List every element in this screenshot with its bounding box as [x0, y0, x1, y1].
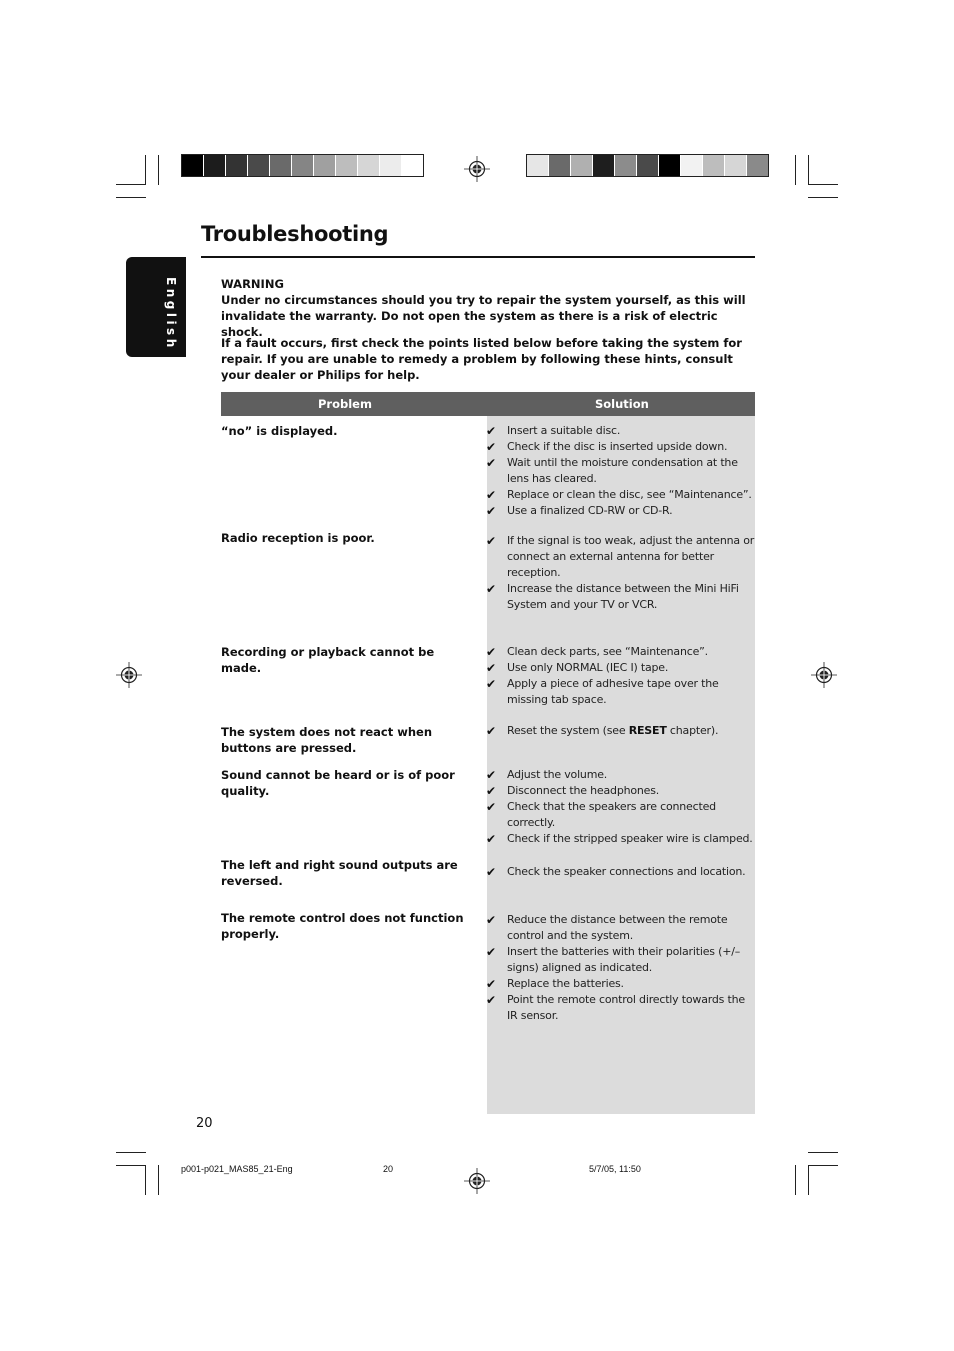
checkmark-icon: ✔ [486, 488, 496, 502]
solution-item [486, 676, 758, 708]
registration-mark-icon [811, 662, 837, 688]
checkmark-icon: ✔ [486, 424, 496, 438]
solution-text: Insert a suitable disc. [507, 424, 621, 437]
color-patch [204, 155, 226, 176]
solution-list [486, 723, 758, 739]
solution-text: Point the remote control directly towards the IR sensor. [507, 993, 745, 1022]
problem-cell: Recording or playback cannot be made. [221, 645, 435, 675]
problem-cell: The left and right sound outputs are reversed. [221, 858, 458, 888]
warning-text: Under no circumstances should you try to repair the system yourself, as this will invalidate the warranty. Do not open the system as there is a risk of electric shock. [221, 293, 746, 339]
solution-list [486, 864, 758, 880]
solution-text: Check the speaker connections and location. [507, 865, 746, 878]
color-patch [747, 155, 768, 176]
crop-mark [808, 1152, 838, 1153]
color-patch [380, 155, 402, 176]
solution-item [486, 533, 758, 581]
color-patch [336, 155, 358, 176]
checkmark-icon: ✔ [486, 582, 496, 596]
solution-text: Check that the speakers are connected correctly. [507, 800, 716, 829]
problem-cell: The system does not react when buttons are pressed. [221, 725, 433, 755]
crop-mark [808, 197, 838, 198]
crop-mark [145, 155, 146, 185]
solution-text: Reduce the distance between the remote control and the system. [507, 913, 728, 942]
footer-file-name: p001-p021_MAS85_21-Eng [181, 1164, 293, 1174]
footer-page: 20 [383, 1164, 394, 1174]
checkmark-icon: ✔ [486, 677, 496, 691]
footer-date: 5/7/05, 11:50 [589, 1164, 641, 1174]
solution-list [486, 644, 758, 708]
color-patch [358, 155, 380, 176]
color-calibration-bar-right [526, 154, 769, 177]
color-calibration-bar-left [181, 154, 424, 177]
color-patch [593, 155, 615, 176]
solution-item [486, 799, 758, 831]
color-patch [703, 155, 725, 176]
checkmark-icon: ✔ [486, 913, 496, 927]
column-header-solution: Solution [595, 397, 649, 411]
solution-list [486, 912, 758, 1024]
column-header-problem: Problem [318, 397, 372, 411]
crop-mark [795, 155, 796, 185]
solution-text: Check if the disc is inserted upside down. [507, 440, 728, 453]
checkmark-icon: ✔ [486, 993, 496, 1007]
color-patch [292, 155, 314, 176]
crop-mark [116, 1165, 146, 1166]
color-patch [549, 155, 571, 176]
crop-mark [116, 197, 146, 198]
solution-text: Adjust the volume. [507, 768, 608, 781]
solution-text: If the signal is too weak, adjust the antenna or connect an external antenna for better reception. [507, 534, 755, 579]
checkmark-icon: ✔ [486, 800, 496, 814]
color-patch [681, 155, 703, 176]
solution-item [486, 944, 758, 976]
solution-item [486, 503, 758, 519]
crop-mark [116, 184, 146, 185]
color-patch [182, 155, 204, 176]
crop-mark [808, 1165, 838, 1166]
registration-mark-icon [116, 662, 142, 688]
checkmark-icon: ✔ [486, 724, 496, 738]
checkmark-icon: ✔ [486, 768, 496, 782]
color-patch [637, 155, 659, 176]
color-patch [571, 155, 593, 176]
crop-mark [795, 1165, 796, 1195]
solution-item [486, 439, 758, 455]
solution-text: Reset the system (see [507, 724, 629, 737]
solution-text: Replace or clean the disc, see “Maintenance”. [507, 488, 752, 501]
crop-mark [158, 1165, 159, 1195]
solution-item [486, 581, 758, 613]
checkmark-icon: ✔ [486, 784, 496, 798]
solution-item [486, 992, 758, 1024]
crop-mark [145, 1165, 146, 1195]
solution-text: chapter). [666, 724, 719, 737]
crop-mark [808, 184, 838, 185]
checkmark-icon: ✔ [486, 865, 496, 879]
solution-item [486, 487, 758, 503]
warning-heading: WARNING [221, 277, 284, 291]
page-title: Troubleshooting [201, 222, 389, 246]
color-patch [615, 155, 637, 176]
problem-cell: Sound cannot be heard or is of poor quality. [221, 768, 455, 798]
solution-list [486, 767, 758, 847]
solution-list [486, 533, 758, 613]
color-patch [527, 155, 549, 176]
registration-mark-icon [464, 1168, 490, 1194]
checkmark-icon: ✔ [486, 456, 496, 470]
solution-text: Insert the batteries with their polarities (+/– signs) aligned as indicated. [507, 945, 741, 974]
crop-mark [158, 155, 159, 185]
solution-item [486, 644, 758, 660]
color-patch [270, 155, 292, 176]
title-rule [201, 256, 755, 258]
page-number: 20 [196, 1116, 213, 1131]
language-tab-label: English [164, 277, 178, 351]
solution-text: Replace the batteries. [507, 977, 624, 990]
solution-item [486, 723, 758, 739]
checkmark-icon: ✔ [486, 645, 496, 659]
checkmark-icon: ✔ [486, 504, 496, 518]
crop-mark [808, 155, 809, 185]
solution-text: Use only NORMAL (IEC I) tape. [507, 661, 669, 674]
table-header [221, 392, 755, 416]
solution-item [486, 831, 758, 847]
color-patch [402, 155, 423, 176]
solution-keyword: RESET [628, 724, 667, 737]
color-patch [226, 155, 248, 176]
checkmark-icon: ✔ [486, 945, 496, 959]
color-patch [659, 155, 681, 176]
checkmark-icon: ✔ [486, 534, 496, 548]
language-tab [126, 257, 186, 357]
checkmark-icon: ✔ [486, 440, 496, 454]
solution-list [486, 423, 758, 519]
solution-text: Use a finalized CD-RW or CD-R. [507, 504, 673, 517]
problem-cell: Radio reception is poor. [221, 531, 375, 545]
intro-text: If a fault occurs, first check the points listed below before taking the system for repair. If you are unable to remedy a problem by following these hints, consult your dealer or Philips for help. [221, 336, 742, 382]
checkmark-icon: ✔ [486, 832, 496, 846]
solution-text: Disconnect the headphones. [507, 784, 660, 797]
solution-item [486, 767, 758, 783]
color-patch [314, 155, 336, 176]
problem-cell: “no” is displayed. [221, 424, 338, 438]
solution-text: Clean deck parts, see “Maintenance”. [507, 645, 708, 658]
solution-text: Wait until the moisture condensation at the lens has cleared. [507, 456, 738, 485]
crop-mark [116, 1152, 146, 1153]
solution-text: Apply a piece of adhesive tape over the missing tab space. [507, 677, 719, 706]
solution-item [486, 423, 758, 439]
solution-item [486, 912, 758, 944]
crop-mark [808, 1165, 809, 1195]
checkmark-icon: ✔ [486, 661, 496, 675]
solution-item [486, 976, 758, 992]
solution-item [486, 864, 758, 880]
solution-text: Increase the distance between the Mini HiFi System and your TV or VCR. [507, 582, 739, 611]
registration-mark-icon [464, 156, 490, 182]
color-patch [248, 155, 270, 176]
solution-item [486, 660, 758, 676]
solution-text: Check if the stripped speaker wire is clamped. [507, 832, 753, 845]
problem-cell: The remote control does not function properly. [221, 911, 464, 941]
solution-item [486, 455, 758, 487]
checkmark-icon: ✔ [486, 977, 496, 991]
solution-item [486, 783, 758, 799]
color-patch [725, 155, 747, 176]
